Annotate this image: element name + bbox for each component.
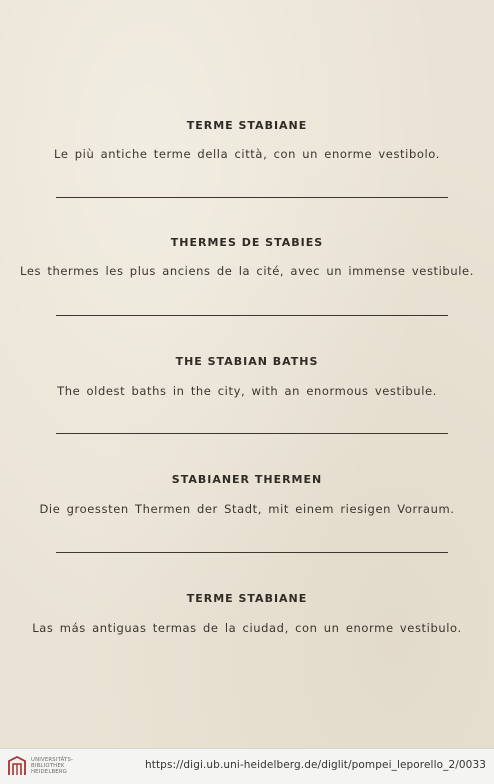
divider-rule: [56, 315, 448, 316]
section-title-english: THE STABIAN BATHS: [175, 355, 319, 368]
library-name-line: HEIDELBERG: [31, 769, 68, 775]
section-text-english: The oldest baths in the city, with an enormous vestibule.: [57, 384, 437, 398]
divider-rule: [56, 433, 448, 434]
section-title-italian: TERME STABIANE: [186, 119, 308, 132]
university-library-logo-icon: [6, 755, 28, 777]
section-title-spanish: TERME STABIANE: [186, 592, 308, 605]
section-title-german: STABIANER THERMEN: [171, 473, 323, 486]
library-name-line: UNIVERSITÄTS-: [31, 757, 74, 763]
library-name: [31, 757, 73, 775]
library-name-line: BIBLIOTHEK: [31, 763, 65, 769]
divider-rule: [56, 197, 448, 198]
divider-rule: [56, 552, 448, 553]
permalink-url[interactable]: https://digi.ub.uni-heidelberg.de/diglit/pompei_leporello_2/0033: [144, 759, 486, 771]
section-text-french: Les thermes les plus anciens de la cité, avec un immense vestibule.: [20, 264, 474, 278]
section-text-german: Die groessten Thermen der Stadt, mit einem riesigen Vorraum.: [39, 502, 455, 516]
section-title-french: THERMES DE STABIES: [170, 236, 324, 249]
section-text-spanish: Las más antiguas termas de la ciudad, con un enorme vestibulo.: [32, 621, 462, 635]
viewer-footer: [0, 748, 494, 784]
section-text-italian: Le più antiche terme della città, con un enorme vestibolo.: [54, 147, 440, 161]
